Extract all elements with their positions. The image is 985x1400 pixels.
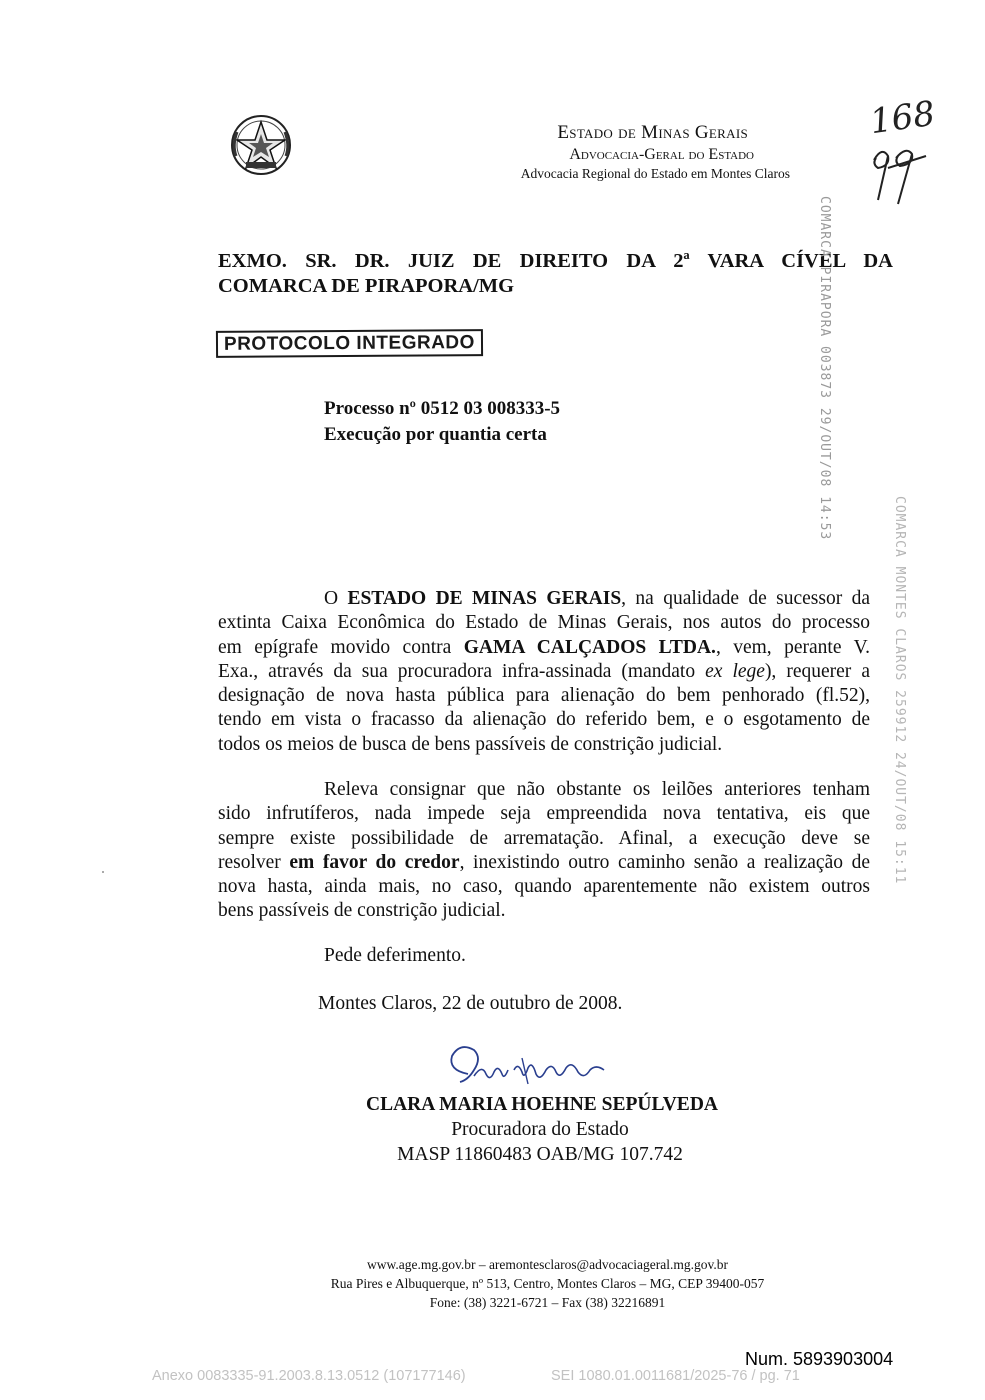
annex-reference: Anexo 0083335-91.2003.8.13.0512 (107177146) [152, 1368, 466, 1384]
text-line [218, 587, 870, 611]
scan-speck [102, 871, 104, 873]
text: , na qualidade de sucessor da [621, 588, 870, 609]
text-line: extinta Caixa Econômica do Estado de Minas Gerais, nos autos do processo [218, 612, 870, 634]
text: Exa., através da sua procuradora infra-assinada (mandato [218, 660, 706, 682]
closing-request: Pede deferimento. [324, 945, 466, 966]
text: O [324, 588, 348, 609]
vertical-receipt-stamp-montes-claros: COMARCA MONTES CLAROS 259912 24/OUT/08 15:11 [892, 496, 907, 885]
signer-block [300, 1092, 780, 1167]
body-paragraph-1 [218, 587, 870, 757]
addressee-line-2: COMARCA DE PIRAPORA/MG [218, 275, 515, 297]
text: Releva consignar que não obstante os leilões anteriores tenham [324, 779, 870, 800]
text-line: sido infrutíferos, nada impede seja empreendida nova tentativa, eis que [218, 803, 870, 825]
text: em epígrafe movido contra [218, 636, 464, 658]
text: resolver [218, 851, 290, 873]
vertical-receipt-stamp-pirapora: COMARCA PIRAPORA 003873 29/OUT/08 14:53 [817, 196, 832, 541]
footer-address: Rua Pires e Albuquerque, nº 513, Centro, Montes Claros – MG, CEP 39400-057 [330, 1276, 765, 1291]
letterhead-state: Estado de Minas Gerais [557, 122, 748, 143]
signer-name: CLARA MARIA HOEHNE SEPÚLVEDA [366, 1094, 718, 1115]
coat-of-arms-icon [228, 112, 294, 178]
party-name: ESTADO DE MINAS GERAIS [347, 588, 622, 609]
text: , inexistindo outro caminho senão a realização de [459, 851, 870, 873]
process-info [324, 396, 560, 448]
signer-ids: MASP 11860483 OAB/MG 107.742 [397, 1144, 683, 1165]
text-line: nova hasta, ainda mais, no caso, quando aparentemente não existem outros [218, 876, 870, 898]
text-line: tendo em vista o fracasso da alienação do referido bem, e o esgotamento de [218, 709, 870, 731]
text-line: sempre existe possibilidade de arrematação. Afinal, a execução deve se [218, 827, 870, 849]
text: , vem, perante V. [715, 636, 871, 658]
text-line: todos os meios de busca de bens passíveis de constrição judicial. [218, 733, 723, 755]
latin-term: ex lege [705, 660, 765, 682]
text-line: designação de nova hasta pública para alienação do bem penhorado (fl.52), [218, 685, 870, 707]
text-line: bens passíveis de constrição judicial. [218, 900, 506, 922]
sei-reference: SEI 1080.01.0011681/2025-76 / pg. 71 [551, 1368, 800, 1384]
handwritten-page-number: 168 [867, 93, 938, 143]
signer-role: Procuradora do Estado [451, 1119, 629, 1140]
text: ), requerer a [764, 660, 870, 682]
footer [250, 1255, 845, 1312]
process-number: Processo nº 0512 03 008333-5 [324, 398, 561, 419]
handwritten-old-page-number [868, 140, 928, 212]
text-line [218, 851, 870, 875]
place-and-date: Montes Claros, 22 de outubro de 2008. [318, 993, 623, 1014]
body-paragraph-2 [218, 778, 870, 924]
footer-phone: Fone: (38) 3221-6721 – Fax (38) 32216891 [429, 1295, 666, 1310]
protocol-stamp: PROTOCOLO INTEGRADO [216, 329, 483, 358]
letterhead-regional: Advocacia Regional do Estado em Montes Claros [520, 166, 790, 181]
handwritten-signature [438, 1040, 628, 1100]
footer-contacts: www.age.mg.gov.br – aremontesclaros@advocaciageral.mg.gov.br [366, 1257, 729, 1272]
letterhead [460, 122, 790, 182]
document-num: Num. 5893903004 [745, 1349, 894, 1369]
addressee-line-1: EXMO. SR. DR. JUIZ DE DIREITO DA 2ª VARA CÍVEL DA [218, 250, 893, 272]
text-line [218, 660, 870, 684]
emphasis: em favor do credor [289, 851, 460, 873]
process-type: Execução por quantia certa [324, 424, 547, 445]
defendant-name: GAMA CALÇADOS LTDA. [463, 636, 716, 658]
letterhead-agency: Advocacia-Geral do Estado [569, 146, 754, 163]
text-line [218, 636, 870, 660]
text-line [218, 778, 870, 802]
